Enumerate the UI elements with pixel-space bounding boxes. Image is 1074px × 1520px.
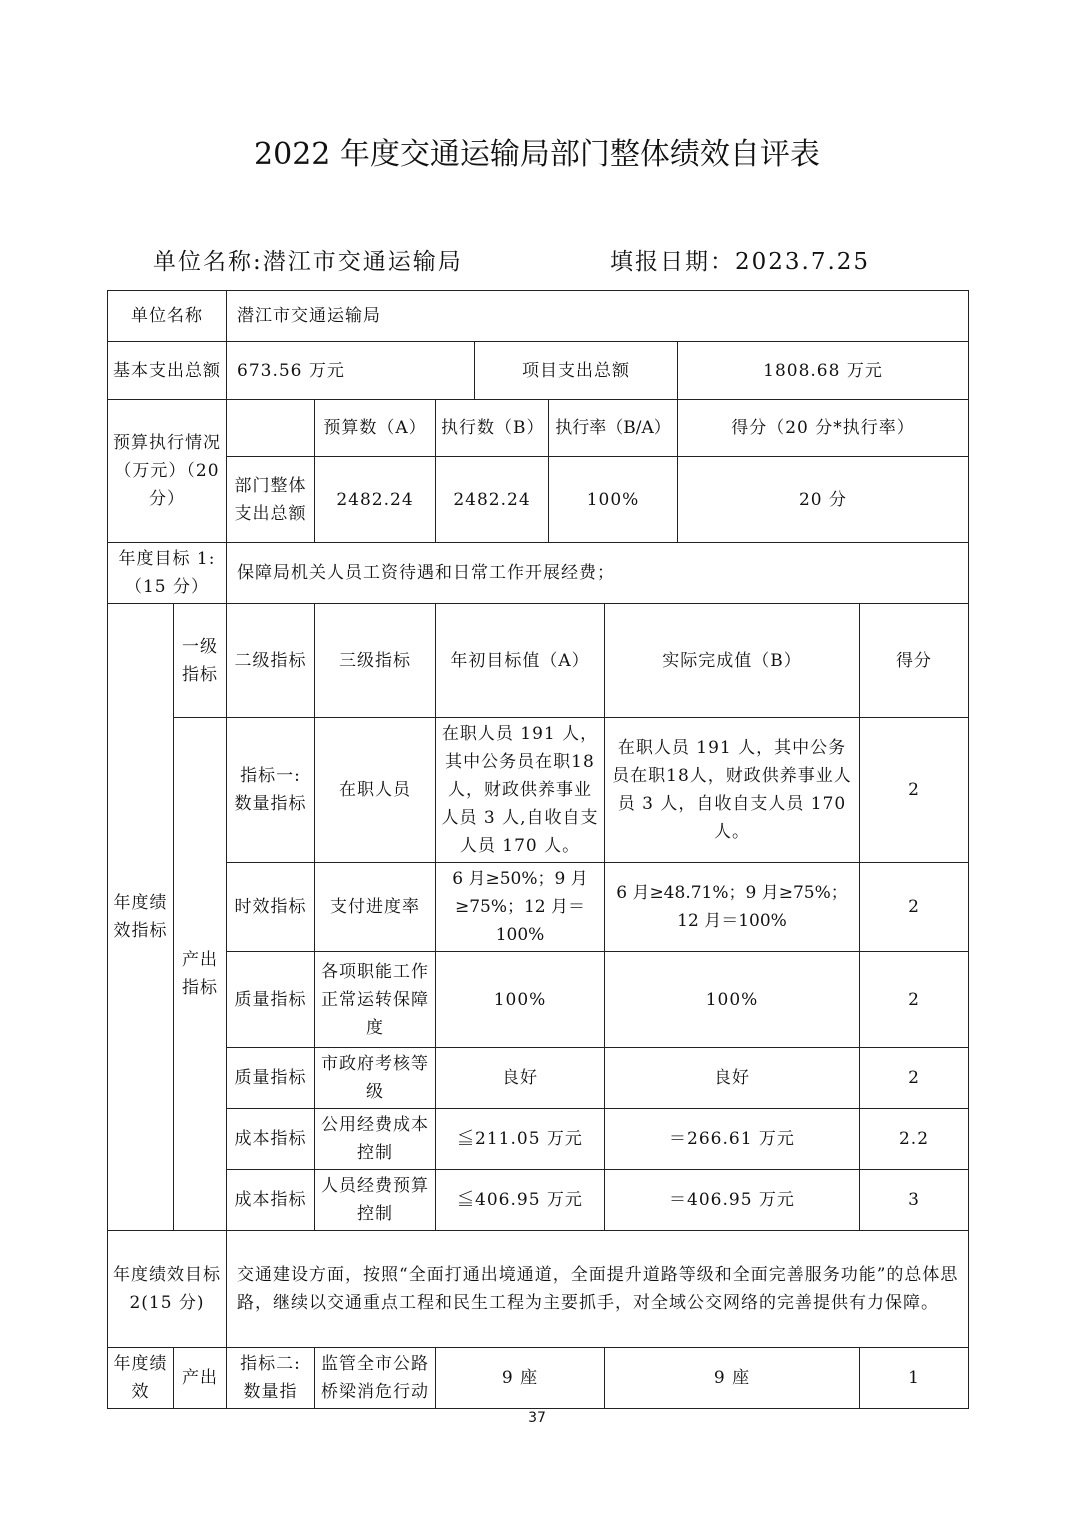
page-title: 2022 年度交通运输局部门整体绩效自评表 — [254, 137, 820, 172]
target-cell: ≦211.05 万元 — [436, 1109, 605, 1170]
score-cell: 2 — [860, 863, 969, 952]
level2-cell: 指标一:数量指标 — [227, 718, 315, 863]
budget-col-rate: 执行率（B/A） — [549, 400, 678, 457]
level2-cell: 成本指标 — [227, 1109, 315, 1170]
target-header: 年初目标值（A） — [436, 604, 605, 718]
actual-cell: 100% — [605, 952, 860, 1048]
score-cell: 3 — [860, 1170, 969, 1231]
budget-rate-value: 100% — [549, 457, 678, 543]
level3-cell: 公用经费成本控制 — [315, 1109, 436, 1170]
indicator-row — [108, 718, 969, 863]
unit-name-line: 单位名称:潜江市交通运输局 — [153, 249, 463, 275]
level2-cell: 成本指标 — [227, 1170, 315, 1231]
level3-cell: 各项职能工作正常运转保障度 — [315, 952, 436, 1048]
unit-value: 潜江市交通运输局 — [227, 291, 969, 342]
indicator-row — [108, 1048, 969, 1109]
level3-header: 三级指标 — [315, 604, 436, 718]
actual-cell: ＝266.61 万元 — [605, 1109, 860, 1170]
score-cell: 2 — [860, 1048, 969, 1109]
level2-cell: 时效指标 — [227, 863, 315, 952]
goal2-label: 年度绩效目标 2(15 分) — [108, 1231, 227, 1348]
level3-cell: 监管全市公路桥梁消危行动 — [315, 1348, 436, 1409]
last-indicator-row — [108, 1348, 969, 1409]
score-header: 得分 — [860, 604, 969, 718]
basic-expense-label: 基本支出总额 — [108, 342, 227, 400]
basic-expense-value: 673.56 万元 — [227, 342, 475, 400]
budget-header-row — [108, 400, 969, 457]
indicator-row — [108, 1109, 969, 1170]
level1-header: 一级指标 — [174, 604, 227, 718]
indicator-row — [108, 1170, 969, 1231]
budget-col-a: 预算数（A） — [315, 400, 436, 457]
score-cell: 2 — [860, 718, 969, 863]
self-evaluation-table — [107, 290, 969, 1409]
budget-blank-cell — [227, 400, 315, 457]
project-expense-label: 项目支出总额 — [475, 342, 678, 400]
actual-cell: 6 月≥48.71%；9 月≥75%；12 月＝100% — [605, 863, 860, 952]
goal2-text: 交通建设方面，按照“全面打通出境通道，全面提升道路等级和全面完善服务功能”的总体思路，继续以交通重点工程和民生工程为主要抓手，对全域公交网络的完善提供有力保障。 — [227, 1231, 969, 1348]
actual-cell: 在职人员 191 人，其中公务员在职18人，财政供养事业人员 3 人，自收自支人员 170 人。 — [605, 718, 860, 863]
budget-b-value: 2482.24 — [436, 457, 549, 543]
level3-cell: 在职人员 — [315, 718, 436, 863]
level2-header: 二级指标 — [227, 604, 315, 718]
level2-cell: 质量指标 — [227, 952, 315, 1048]
budget-score-value: 20 分 — [678, 457, 969, 543]
unit-label: 单位名称 — [108, 291, 227, 342]
level3-cell: 市政府考核等级 — [315, 1048, 436, 1109]
budget-data-row — [108, 457, 969, 543]
actual-header: 实际完成值（B） — [605, 604, 860, 718]
target-cell: 在职人员 191 人，其中公务员在职18人，财政供养事业人员 3 人,自收自支人员 170 人。 — [436, 718, 605, 863]
level3-cell: 支付进度率 — [315, 863, 436, 952]
output-indicator-label-continued: 产出 — [174, 1348, 227, 1409]
page-number: 37 — [528, 1410, 546, 1426]
budget-label: 预算执行情况（万元）（20 分） — [108, 400, 227, 543]
perf-indicator-label: 年度绩效指标 — [108, 604, 174, 1231]
score-cell: 1 — [860, 1348, 969, 1409]
target-cell: 6 月≥50%；9 月≥75%；12 月＝100% — [436, 863, 605, 952]
goal2-row — [108, 1231, 969, 1348]
target-cell: ≦406.95 万元 — [436, 1170, 605, 1231]
indicator-row — [108, 952, 969, 1048]
goal1-row — [108, 543, 969, 604]
score-cell: 2 — [860, 952, 969, 1048]
expense-row — [108, 342, 969, 400]
level3-cell: 人员经费预算控制 — [315, 1170, 436, 1231]
score-cell: 2.2 — [860, 1109, 969, 1170]
level2-cell: 指标二:数量指 — [227, 1348, 315, 1409]
indicator-header-row — [108, 604, 969, 718]
unit-row — [108, 291, 969, 342]
target-cell: 良好 — [436, 1048, 605, 1109]
level2-cell: 质量指标 — [227, 1048, 315, 1109]
goal1-label: 年度目标 1:（15 分） — [108, 543, 227, 604]
perf-indicator-label-continued: 年度绩效 — [108, 1348, 174, 1409]
actual-cell: 9 座 — [605, 1348, 860, 1409]
budget-a-value: 2482.24 — [315, 457, 436, 543]
indicator-row — [108, 863, 969, 952]
target-cell: 9 座 — [436, 1348, 605, 1409]
budget-col-score: 得分（20 分*执行率） — [678, 400, 969, 457]
report-date-line: 填报日期：2023.7.25 — [610, 249, 871, 275]
goal1-text: 保障局机关人员工资待遇和日常工作开展经费； — [227, 543, 969, 604]
budget-row-label: 部门整体支出总额 — [227, 457, 315, 543]
actual-cell: 良好 — [605, 1048, 860, 1109]
output-indicator-label: 产出指标 — [174, 718, 227, 1231]
target-cell: 100% — [436, 952, 605, 1048]
project-expense-value: 1808.68 万元 — [678, 342, 969, 400]
actual-cell: ＝406.95 万元 — [605, 1170, 860, 1231]
budget-col-b: 执行数（B） — [436, 400, 549, 457]
